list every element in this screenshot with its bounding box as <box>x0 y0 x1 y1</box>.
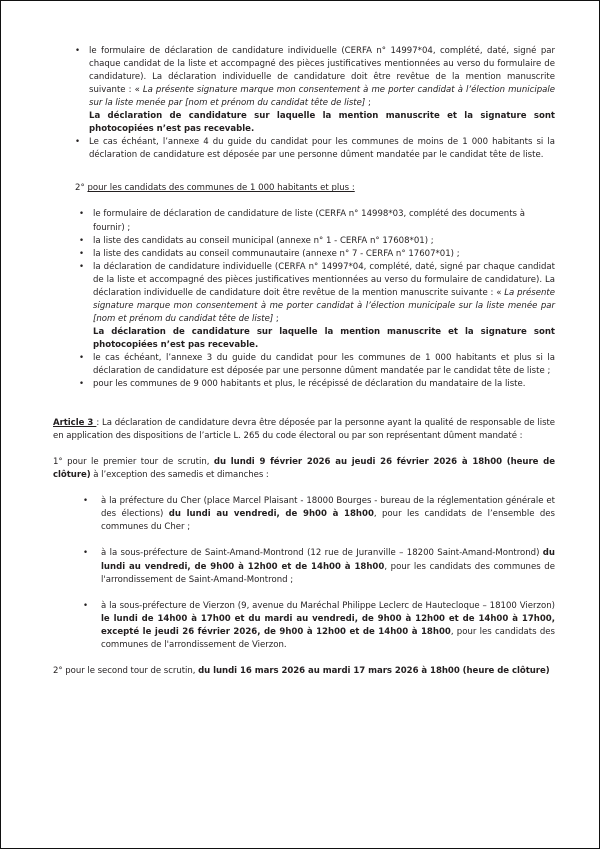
bullet-recepisse-mandataire-9000: pour les communes de 9 000 habitants et plus, le récépissé de déclaration du mandataire de la liste. <box>93 379 526 390</box>
bullet-icon: • <box>75 46 81 56</box>
article-3-intro-text: : La déclaration de candidature devra être déposée par la personne ayant la qualité de responsable de liste en application des dispositions de l’article L. 265 du code électoral ou par son représentant dûment mandaté : <box>53 418 556 442</box>
bullet-icon: • <box>79 248 85 259</box>
bullet-icon: • <box>79 235 85 246</box>
list-item <box>53 495 555 534</box>
bullet-annexe-3-mandataire: le cas échéant, l’annexe 3 du guide du candidat pour les communes de 1 000 habitants et plus si la déclaration de candidature est déposée par une personne dûment mandatée par le candidat tête de liste ; <box>93 352 555 377</box>
bullet-declaration-candidature-individuelle: la déclaration de candidature individuelle (CERFA n° 14997*04, complété, daté, signé par chaque candidat de la liste et accompagné des pièces justificatives mentionnées au verso du formulaire de candidature). La déclaration individuelle de candidature doit être revêtue de la mention manuscrite suivante : « La présente signature marque mon consentement à me porter candidat à l’élection municipale sur la liste menée par [nom et prénom du candidat tête de liste] ; <box>93 261 556 324</box>
bullet-liste-conseil-communautaire: la liste des candidats au conseil communautaire (annexe n° 7 - CERFA n° 17607*01) ; <box>93 248 460 259</box>
heading-underlined-text: pour les candidats des communes de 1 000 habitants et plus : <box>87 183 355 194</box>
list-item <box>53 235 555 248</box>
bullet-sous-prefecture-saint-amand-montrond: à la sous-préfecture de Saint-Amand-Montrond (12 rue de Juranville – 18200 Saint-Amand-Montrond) du lundi au vendredi, de 9h00 à 12h00 et de 14h00 à 18h00, pour les candidats des communes de l'arrondissement de Saint-Amand-Montrond ; <box>101 548 555 585</box>
bullet-prefecture-du-cher: à la préfecture du Cher (place Marcel Plaisant - 18000 Bourges - bureau de la réglementation générale et des élections) du lundi au vendredi, de 9h00 à 18h00, pour les candidats de l’ensemble des communes du Cher ; <box>101 496 555 533</box>
list-item <box>53 352 555 378</box>
bullet-formulaire-candidature-individuelle: le formulaire de déclaration de candidature individuelle (CERFA n° 14997*04, complété, daté, signé par chaque candidat de la liste et accompagné des pièces justificatives mentionnées au verso du formulaire de candidature). La déclaration individuelle de candidature doit être revêtue de la mention manuscrite suivante : « La présente signature marque mon consentement à me porter candidat à l’élection municipale sur la liste menée par [nom et prénom du candidat tête de liste] ; <box>89 46 556 109</box>
list-item <box>53 248 555 261</box>
article-3-label: Article 3 <box>53 418 97 429</box>
list-communes-1000-plus <box>53 208 555 325</box>
warning-photocopie-non-recevable-2: La déclaration de candidature sur laquelle la mention manuscrite et la signature sont photocopiées n’est pas recevable. <box>93 326 555 350</box>
list-lieux-depot <box>53 495 555 651</box>
heading-prefix: 2° <box>75 183 85 194</box>
list-candidature-individuelle <box>53 45 555 110</box>
list-item <box>53 378 555 391</box>
list-candidature-individuelle-suite <box>53 136 555 162</box>
bullet-annexe-4-mandataire: Le cas échéant, l’annexe 4 du guide du candidat pour les communes de moins de 1 000 habitants si la déclaration de candidature est déposée par une personne dûment mandatée par le candidat tête de liste. <box>89 137 555 161</box>
list-item <box>53 261 555 326</box>
list-item <box>53 136 555 162</box>
bullet-icon: • <box>79 379 85 390</box>
bullet-liste-conseil-municipal: la liste des candidats au conseil municipal (annexe n° 1 - CERFA n° 17608*01) ; <box>93 235 434 246</box>
bullet-icon: • <box>83 548 89 559</box>
bullet-icon: • <box>83 600 89 611</box>
warning-photocopie-non-recevable: La déclaration de candidature sur laquelle la mention manuscrite et la signature sont photocopiées n’est pas recevable. <box>89 111 555 135</box>
bullet-icon: • <box>83 496 89 507</box>
list-item <box>53 600 555 652</box>
bullet-icon: • <box>75 137 81 148</box>
article-3-intro <box>53 417 555 443</box>
bullet-sous-prefecture-vierzon: à la sous-préfecture de Vierzon (9, avenue du Maréchal Philippe Leclerc de Hautecloque – 18100 Vierzon) le lundi de 14h00 à 17h00 et du mardi au vendredi, de 9h00 à 12h00 et de 14h00 à 17h00, excepté le jeudi 26 février 2026, de 9h00 à 12h00 et de 14h00 à 18h00, pour les candidats des communes de l'arrondissement de Vierzon. <box>101 600 555 650</box>
heading-communes-1000-plus <box>53 182 555 195</box>
list-item <box>53 547 555 586</box>
bullet-icon: • <box>79 261 85 272</box>
list-item <box>53 208 555 234</box>
list-communes-1000-plus-suite <box>53 352 555 391</box>
list-item <box>53 45 555 110</box>
paragraph-second-tour: 2° pour le second tour de scrutin, du lundi 16 mars 2026 au mardi 17 mars 2026 à 18h00 (heure de clôture) <box>53 665 550 676</box>
bullet-icon: • <box>79 352 85 363</box>
document-body <box>53 45 555 678</box>
paragraph-premier-tour: 1° pour le premier tour de scrutin, du lundi 9 février 2026 au jeudi 26 février 2026 à 18h00 (heure de clôture) à l’exception des samedis et dimanches : <box>53 457 555 481</box>
bullet-icon: • <box>79 209 85 220</box>
bullet-formulaire-candidature-liste: le formulaire de déclaration de candidature de liste (CERFA n° 14998*03, complété des documents à fournir) ; <box>93 209 525 233</box>
